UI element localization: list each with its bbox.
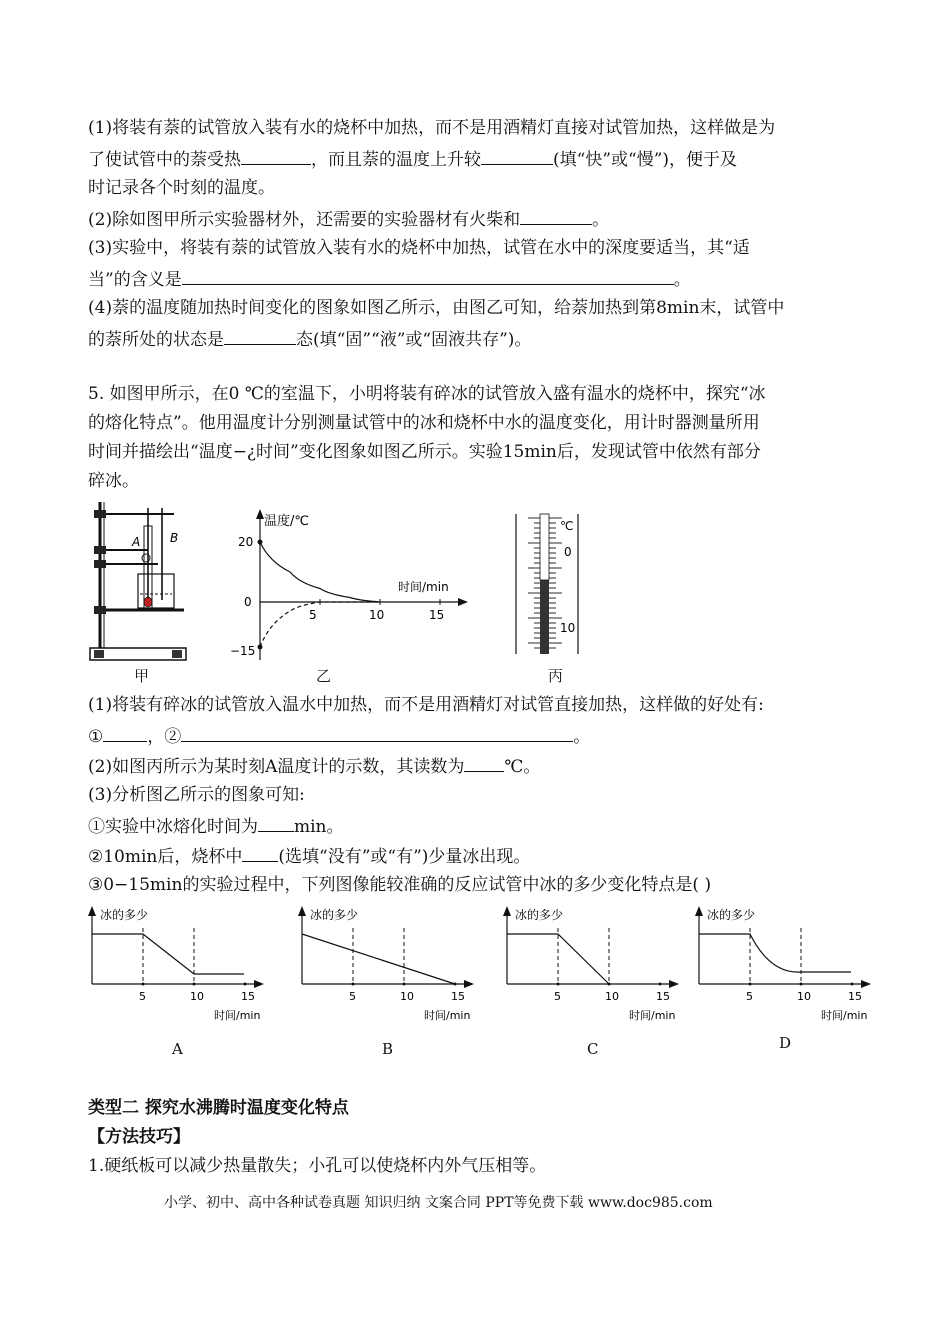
opt-ylabel: 冰的多少 [310,908,359,922]
footer: 小学、初中、高中各种试卷真题 知识归纳 文案合同 PPT等免费下载 www.doc985.com [164,1195,713,1211]
opt-tick-dot [352,983,355,986]
opt-tick-dot [800,983,803,986]
opt-xtick: 10 [797,990,811,1003]
option-label-b[interactable]: B [382,1040,394,1058]
opt-xlabel: 时间/min [424,1009,471,1022]
q4-line-7: (4)萘的温度随加热时间变化的图象如图乙所示，由图乙可知，给萘加热到第8min末，试管中 [88,298,785,318]
q5-sub-1: (1)将装有碎冰的试管放入温水中加热，而不是用酒精灯对试管直接加热，这样做的好处有: [88,695,764,715]
opt-xtick: 10 [605,990,619,1003]
opt-xlabel: 时间/min [214,1009,261,1022]
bing-tick-10: 10 [560,621,576,635]
opt-xlabel: 时间/min [629,1009,676,1022]
option-graph-a[interactable] [88,904,278,1024]
figure-jia-apparatus [88,498,198,668]
blank[interactable] [181,723,573,742]
opt-xtick: 15 [848,990,862,1003]
blank[interactable] [520,206,592,225]
yi-xlabel: 时间/min [398,580,449,594]
opt-ice-curve [92,934,244,974]
yi-y-arrow [256,509,264,519]
yi-series-water [260,542,380,602]
q4-line-2: 了使试管中的萘受热 ，而且萘的温度上升较 (填“快”或“慢”)，便于及 [88,146,737,172]
yi-ytick-20: 20 [238,535,254,549]
opt-xtick: 15 [241,990,255,1003]
yi-start-point [258,645,263,650]
option-graph-d[interactable] [695,904,885,1024]
blank[interactable] [182,266,674,285]
opt-xtick: 10 [400,990,414,1003]
opt-y-arrow [298,906,306,916]
opt-xtick: 5 [746,990,753,1003]
blank[interactable] [258,813,294,832]
q5-para-1: 5. 如图甲所示，在0 ℃的室温下，小明将装有碎冰的试管放入盛有温水的烧杯中，探究“冰 [88,384,766,404]
bing-unit: ℃ [560,519,574,533]
caption-jia: 甲 [134,667,150,685]
opt-xtick: 15 [451,990,465,1003]
blank[interactable] [224,326,296,345]
section-title: 类型二 探究水沸腾时温度变化特点 [88,1098,349,1118]
option-graph-c[interactable] [503,904,693,1024]
opt-tick-dot [557,983,560,986]
blank[interactable] [241,146,311,165]
yi-x-arrow [458,598,468,606]
opt-ice-curve [302,934,455,984]
q4-line-5: (3)实验中，将装有萘的试管放入装有水的烧杯中加热，试管在水中的深度要适当，其“适 [88,238,750,258]
opt-tick-dot [749,983,752,986]
opt-xtick: 15 [656,990,670,1003]
figure-yi-chart [222,505,472,665]
opt-x-arrow [669,980,679,988]
mercury-column [540,580,549,654]
method-tip: 1.硬纸板可以减少热量散失；小孔可以使烧杯内外气压相等。 [88,1156,547,1176]
q4-line-8: 的萘所处的状态是 态(填“固”“液”或“固液共存”)。 [88,326,531,352]
option-label-d[interactable]: D [779,1034,792,1052]
q5-para-3: 时间并描绘出“温度−¿时间”变化图象如图乙所示。实验15min后，发现试管中依然有部分 [88,442,761,462]
opt-tick-dot [193,983,196,986]
label-b: B [170,531,179,545]
opt-xtick: 10 [190,990,204,1003]
blank[interactable] [242,843,278,862]
figure-bing-thermometer [508,508,588,660]
opt-y-arrow [503,906,511,916]
opt-xlabel: 时间/min [821,1009,868,1022]
yi-ytick-neg15: −15 [230,644,256,658]
q5-para-2: 的熔化特点”。他用温度计分别测量试管中的冰和烧杯中水的温度变化，用计时器测量所用 [88,413,760,433]
opt-x-arrow [861,980,871,988]
opt-xtick: 5 [349,990,356,1003]
q5-sub-3: (2)如图丙所示为某时刻A温度计的示数，其读数为 ℃。 [88,753,540,779]
opt-tick-dot [659,983,662,986]
opt-tick-dot [142,983,145,986]
label-a: A [132,535,141,549]
q5-sub-7: ③0−15min的实验过程中，下列图像能较准确的反应试管中冰的多少变化特点是( ) [88,875,712,895]
q4-line-4: (2)除如图甲所示实验器材外，还需要的实验器材有火柴和 。 [88,206,609,232]
opt-x-arrow [254,980,264,988]
opt-y-arrow [88,906,96,916]
q5-sub-5: ①实验中冰熔化时间为 min。 [88,813,344,839]
opt-ice-curve [699,934,851,972]
q5-sub-6: ②10min后，烧杯中 (选填“没有”或“有”)少量冰出现。 [88,843,530,869]
caption-bing: 丙 [548,667,564,685]
bing-tick-0: 0 [564,545,572,559]
yi-series-ice [260,602,380,647]
caption-yi: 乙 [316,667,332,685]
yi-ylabel: 温度/℃ [264,514,309,529]
q4-line-1: (1)将装有萘的试管放入装有水的烧杯中加热，而不是用酒精灯直接对试管加热，这样做是为 [88,118,776,138]
yi-xtick-5: 5 [309,608,317,622]
yi-start-point [258,540,263,545]
opt-x-arrow [464,980,474,988]
q4-line-3: 时记录各个时刻的温度。 [88,178,275,198]
option-graph-b[interactable] [298,904,488,1024]
opt-tick-dot [851,983,854,986]
yi-xtick-15: 15 [429,608,445,622]
opt-tick-dot [403,983,406,986]
option-label-a[interactable]: A [172,1040,183,1058]
opt-tick-dot [244,983,247,986]
yi-ytick-0: 0 [244,595,252,609]
blank[interactable] [464,753,504,772]
q5-sub-2: ① ，② 。 [88,723,590,749]
opt-xtick: 5 [554,990,561,1003]
blank[interactable] [103,723,147,742]
q4-line-6: 当”的含义是 。 [88,266,691,292]
opt-ylabel: 冰的多少 [515,908,564,922]
q5-sub-4: (3)分析图乙所示的图象可知: [88,785,305,805]
blank[interactable] [481,146,553,165]
opt-ylabel: 冰的多少 [707,908,756,922]
yi-xtick-10: 10 [369,608,385,622]
q5-para-4: 碎冰。 [88,471,139,491]
opt-ylabel: 冰的多少 [100,908,149,922]
method-heading: 【方法技巧】 [88,1127,190,1147]
opt-xtick: 5 [139,990,146,1003]
option-label-c[interactable]: C [587,1040,599,1058]
opt-y-arrow [695,906,703,916]
